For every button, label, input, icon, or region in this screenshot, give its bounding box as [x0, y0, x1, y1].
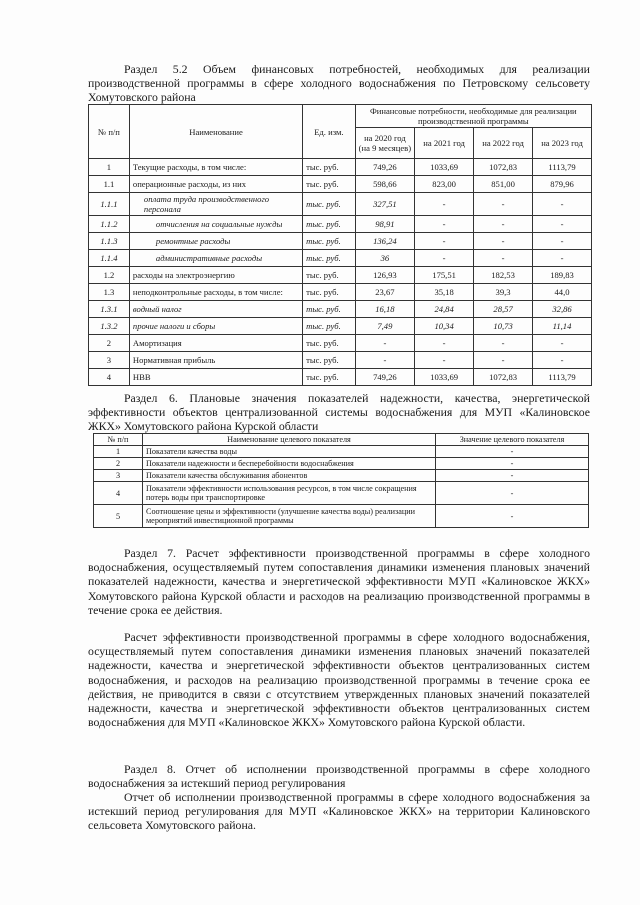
- row-value: 44,0: [533, 284, 592, 301]
- row-unit: тыс. руб.: [303, 176, 356, 193]
- row-value: -: [474, 216, 533, 233]
- row-value: 24,84: [415, 301, 474, 318]
- header-group: Финансовые потребности, необходимые для реализации производственной программы: [355, 105, 591, 128]
- row-value: -: [415, 193, 474, 216]
- row-value: -: [533, 335, 592, 352]
- row-unit: тыс. руб.: [303, 352, 356, 369]
- row-num: 1.1.2: [89, 216, 130, 233]
- row-value: 823,00: [415, 176, 474, 193]
- table-row: [94, 505, 589, 528]
- header-name: Наименование целевого показателя: [143, 434, 436, 446]
- row-value: -: [436, 482, 589, 505]
- row-num: 5: [94, 505, 143, 528]
- row-value: -: [415, 335, 474, 352]
- table-row: [89, 193, 592, 216]
- row-value: 749,26: [355, 159, 414, 176]
- table-row: [89, 216, 592, 233]
- section-8-heading: Раздел 8. Отчет об исполнении производственной программы в сфере холодного водоснабжения за истекший период регулирования: [88, 762, 590, 791]
- header-value: Значение целевого показателя: [436, 434, 589, 446]
- header-num: № п/п: [94, 434, 143, 446]
- table-row: [89, 318, 592, 335]
- row-value: -: [533, 233, 592, 250]
- row-value: 35,18: [415, 284, 474, 301]
- row-name: Текущие расходы, в том числе:: [129, 159, 302, 176]
- row-value: -: [474, 335, 533, 352]
- row-unit: тыс. руб.: [303, 216, 356, 233]
- table-row: [89, 176, 592, 193]
- row-unit: тыс. руб.: [303, 233, 356, 250]
- table-row: [94, 458, 589, 470]
- row-value: -: [533, 193, 592, 216]
- row-value: 598,66: [355, 176, 414, 193]
- row-name: расходы на электроэнергию: [129, 267, 302, 284]
- row-value: 126,93: [355, 267, 414, 284]
- row-unit: тыс. руб.: [303, 267, 356, 284]
- row-value: 11,14: [533, 318, 592, 335]
- header-name: Наименование: [129, 105, 302, 159]
- row-num: 4: [94, 482, 143, 505]
- row-name: Амортизация: [129, 335, 302, 352]
- row-value: -: [415, 250, 474, 267]
- row-value: 1072,83: [474, 159, 533, 176]
- row-num: 3: [94, 470, 143, 482]
- row-value: -: [415, 216, 474, 233]
- row-value: 36: [355, 250, 414, 267]
- row-name: административные расходы: [129, 250, 302, 267]
- row-name: неподконтрольные расходы, в том числе:: [129, 284, 302, 301]
- row-value: 136,24: [355, 233, 414, 250]
- row-name: прочие налоги и сборы: [129, 318, 302, 335]
- row-name: операционные расходы, из них: [129, 176, 302, 193]
- row-value: 749,26: [355, 369, 414, 386]
- row-unit: тыс. руб.: [303, 301, 356, 318]
- row-value: 98,91: [355, 216, 414, 233]
- table-row: [94, 482, 589, 505]
- table-row: [89, 301, 592, 318]
- table-row: [89, 159, 592, 176]
- row-num: 1.2: [89, 267, 130, 284]
- row-name: водный налог: [129, 301, 302, 318]
- row-value: 851,00: [474, 176, 533, 193]
- row-value: 1033,69: [415, 159, 474, 176]
- table-row: [89, 250, 592, 267]
- header-year-2023: на 2023 год: [533, 128, 592, 159]
- row-value: -: [474, 193, 533, 216]
- header-num: № п/п: [89, 105, 130, 159]
- row-name: оплата труда производственного персонала: [129, 193, 302, 216]
- row-value: 10,34: [415, 318, 474, 335]
- row-value: -: [355, 352, 414, 369]
- row-value: -: [415, 352, 474, 369]
- row-name: Соотношение цены и эффективности (улучшение качества воды) реализации мероприятий инвестиционной программы: [143, 505, 436, 528]
- row-name: Показатели качества обслуживания абонентов: [143, 470, 436, 482]
- row-value: 7,49: [355, 318, 414, 335]
- row-value: -: [355, 335, 414, 352]
- row-value: 1113,79: [533, 159, 592, 176]
- row-value: 10,73: [474, 318, 533, 335]
- row-value: 39,3: [474, 284, 533, 301]
- row-value: -: [415, 233, 474, 250]
- row-value: 182,53: [474, 267, 533, 284]
- row-value: -: [474, 352, 533, 369]
- row-value: -: [474, 250, 533, 267]
- section-7-paragraph-1: Раздел 7. Расчет эффективности производственной программы в сфере холодного водоснабжения, осуществляемый путем сопоставления динамики изменения плановых значений показателей надежности, качества и энергетической эффективности МУП «Калиновское ЖКХ» Хомутовского района Курской области и расходов на реализацию производственной программы в течение срока ее действия.: [88, 546, 590, 617]
- target-indicators-table: [93, 433, 589, 528]
- row-value: 28,57: [474, 301, 533, 318]
- row-name: Показатели качества воды: [143, 446, 436, 458]
- row-value: -: [533, 250, 592, 267]
- section-6-heading: Раздел 6. Плановые значения показателей надежности, качества, энергетической эффективности объектов централизованной системы водоснабжения для МУП «Калиновское ЖКХ» Хомутовского района Курской области: [88, 391, 590, 434]
- table-row: [89, 284, 592, 301]
- row-num: 1: [89, 159, 130, 176]
- row-value: 327,51: [355, 193, 414, 216]
- row-unit: тыс. руб.: [303, 335, 356, 352]
- row-value: -: [436, 470, 589, 482]
- row-num: 1.3.1: [89, 301, 130, 318]
- financial-needs-table: [88, 104, 592, 386]
- row-value: 1113,79: [533, 369, 592, 386]
- row-name: ремонтные расходы: [129, 233, 302, 250]
- row-value: -: [436, 446, 589, 458]
- row-num: 1.1.4: [89, 250, 130, 267]
- row-value: 1072,83: [474, 369, 533, 386]
- row-unit: тыс. руб.: [303, 284, 356, 301]
- table-row: [94, 446, 589, 458]
- row-name: НВВ: [129, 369, 302, 386]
- row-num: 1.1.1: [89, 193, 130, 216]
- table-row: [89, 233, 592, 250]
- row-num: 1.3.2: [89, 318, 130, 335]
- table-row: [89, 335, 592, 352]
- row-value: -: [474, 233, 533, 250]
- header-year-2021: на 2021 год: [415, 128, 474, 159]
- row-num: 3: [89, 352, 130, 369]
- row-num: 1: [94, 446, 143, 458]
- row-unit: тыс. руб.: [303, 250, 356, 267]
- row-value: 32,86: [533, 301, 592, 318]
- row-value: 1033,69: [415, 369, 474, 386]
- row-value: 189,83: [533, 267, 592, 284]
- row-value: -: [436, 458, 589, 470]
- row-unit: тыс. руб.: [303, 318, 356, 335]
- row-unit: тыс. руб.: [303, 369, 356, 386]
- table-row: [89, 352, 592, 369]
- header-year-2022: на 2022 год: [474, 128, 533, 159]
- table-row: [89, 267, 592, 284]
- section-8-paragraph: Отчет об исполнении производственной программы в сфере холодного водоснабжения за истекший период регулирования для МУП «Калиновское ЖКХ» на территории Калиновского сельсовета Хомутовского района.: [88, 790, 590, 833]
- row-num: 2: [89, 335, 130, 352]
- row-num: 1.3: [89, 284, 130, 301]
- header-year-2020: на 2020 год (на 9 месяцев): [355, 128, 414, 159]
- header-unit: Ед. изм.: [303, 105, 356, 159]
- row-name: Нормативная прибыль: [129, 352, 302, 369]
- row-value: -: [533, 352, 592, 369]
- row-name: отчисления на социальные нужды: [129, 216, 302, 233]
- row-num: 1.1: [89, 176, 130, 193]
- row-name: Показатели надежности и бесперебойности водоснабжения: [143, 458, 436, 470]
- section-5-2-heading: Раздел 5.2 Объем финансовых потребностей, необходимых для реализации производственной программы в сфере холодного водоснабжения по Петровскому сельсовету Хомутовского района: [88, 62, 590, 105]
- row-value: -: [436, 505, 589, 528]
- row-name: Показатели эффективности использования ресурсов, в том числе сокращения потерь воды при транспортировке: [143, 482, 436, 505]
- section-7-paragraph-2: Расчет эффективности производственной программы в сфере холодного водоснабжения, осуществляемый путем сопоставления динамики изменения плановых значений показателей надежности, качества и энергетической эффективности объектов централизованных систем водоснабжения, и расходов на реализацию производственной программы в течение срока ее действия, не приводится в связи с отсутствием утвержденных плановых значений показателей надежности, качества и энергетической эффективности объектов централизованных систем водоснабжения для МУП «Калиновское ЖКХ» Хомутовского района Курской области.: [88, 630, 590, 730]
- row-value: 879,96: [533, 176, 592, 193]
- row-value: 16,18: [355, 301, 414, 318]
- row-value: -: [533, 216, 592, 233]
- row-unit: тыс. руб.: [303, 159, 356, 176]
- table-row: [94, 470, 589, 482]
- row-num: 2: [94, 458, 143, 470]
- row-value: 175,51: [415, 267, 474, 284]
- row-num: 1.1.3: [89, 233, 130, 250]
- row-unit: тыс. руб.: [303, 193, 356, 216]
- row-value: 23,67: [355, 284, 414, 301]
- row-num: 4: [89, 369, 130, 386]
- table-row: [89, 369, 592, 386]
